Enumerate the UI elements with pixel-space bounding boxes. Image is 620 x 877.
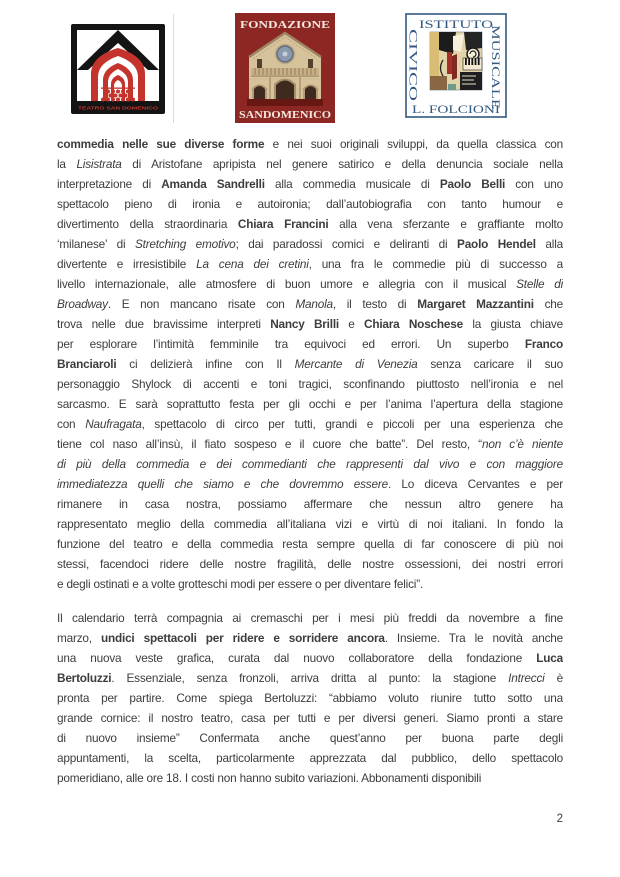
- text-line: immediatezza quelli che siamo e che dovremmo essere. Lo diceva Cervantes e per: [57, 477, 563, 491]
- istituto-logo-right-text: MUSICALE: [489, 25, 503, 87]
- text-line: di più della commedia e dei commedianti che rappresenti dal vivo e con maggiore: [57, 457, 563, 471]
- text-line: spettacolo pieno di ironia e autoironia; dall’autobiografia con tanto humour e: [57, 197, 563, 211]
- text-line: rappresentato meglio della commedia all’italiana vizi e virtù di noi italiani. In fondo la: [57, 517, 563, 531]
- text-line: Bertoluzzi. Essenziale, senza fronzoli, arriva dritta al punto: la stagione Intrecci è: [57, 671, 563, 685]
- fondazione-logo-art: [235, 13, 335, 123]
- text-line: la Lisistrata di Aristofane apripista nel genere satirico e della denuncia sociale nella: [57, 157, 563, 171]
- text-line: sarcasmo. E sarà soprattutto festa per gli occhi e per l’anima l’apertura della stagione: [57, 397, 563, 411]
- text-line: Branciaroli ci delizierà infine con Il Mercante di Venezia senza caricare il suo: [57, 357, 563, 371]
- text-line: marzo, undici spettacoli per ridere e sorridere ancora. Insieme. Tra le novità anche: [57, 631, 563, 645]
- text-line: pomeridiano, alle ore 18. I costi non hanno subito variazioni. Abbonamenti disponibili: [57, 771, 482, 785]
- text-line: con Naufragata, spettacolo di circo per tutti, grandi e piccoli per una esperienza che: [57, 417, 563, 431]
- text-line: divertimento della straordinaria Chiara Francini alla vena sferzante e graffiante molto: [57, 217, 563, 231]
- text-line: pronta per partire. Come spiega Bertoluzzi: “abbiamo voluto riunire tutto sotto una: [57, 691, 563, 705]
- logo-divider-line: [173, 14, 174, 123]
- text-line: ‘milanese’ di Stretching emotivo; dai paradossi comici e deliranti di Paolo Hendel alla: [57, 237, 563, 251]
- teatro-logo-caption: TEATRO SAN DOMENICO: [78, 106, 137, 112]
- text-line: grande cornice: il nostro teatro, casa per tutti e per diversi generi. Siamo pronti a stare: [57, 711, 563, 725]
- istituto-logo-left-text: CIVICO: [406, 29, 421, 71]
- text-line: commedia nelle sue diverse forme e nei suoi originali sviluppi, da quella classica con: [57, 137, 563, 151]
- text-line: e degli ostinati e a volte grotteschi modi per essere o per diventare felici”.: [57, 577, 424, 591]
- text-line: stessi, facendoci ridere delle nostre fragilità, delle nostre ossessioni, dei nostri errori: [57, 557, 563, 571]
- fondazione-sandomenico-logo: [235, 13, 335, 123]
- text-line: appuntamenti, la scelta, particolarmente apprezzata dal pubblico, dello spettacolo: [57, 751, 563, 765]
- fondazione-logo-top-text: FONDAZIONE: [240, 20, 330, 31]
- paragraph: [57, 134, 563, 594]
- text-line: interpretazione di Amanda Sandrelli alla commedia musicale di Paolo Belli con uno: [57, 177, 563, 191]
- text-line: funzione del teatro e della commedia resta sempre quella di far conoscere di più noi: [57, 537, 563, 551]
- istituto-logo-top-text: ISTITUTO: [419, 17, 494, 31]
- text-line: per esplorare l’intimità femminile tra equivoci ed errori. Un superbo Franco: [57, 337, 563, 351]
- teatro-san-domenico-logo: [71, 24, 165, 114]
- text-line: Broadway. E non mancano risate con Manola, il testo di Margaret Mazzantini che: [57, 297, 563, 311]
- text-line: di nuovo insieme” Confermata anche quest’anno per buona parte degli: [57, 731, 563, 745]
- teatro-san-domenico-logo-art: [71, 24, 165, 114]
- istituto-folcioni-logo: [405, 13, 507, 118]
- text-line: livello internazionale, alle atmosfere di buon umore e allegria con il musical Stelle di: [57, 277, 563, 291]
- article-text: [57, 134, 563, 788]
- text-line: divertente e irresistibile La cena dei cretini, una fra le commedie più di successo a: [57, 257, 563, 271]
- text-line: Il calendario terrà compagnia ai cremaschi per i mesi più freddi da novembre a fine: [57, 611, 563, 625]
- text-line: tiene col naso all’insù, il fiato sospeso e il cuore che batte”. Del resto, “non c’è niente: [57, 437, 563, 451]
- fondazione-logo-bottom-text: SANDOMENICO: [239, 110, 332, 121]
- text-line: rimanere in casa nostra, possiamo affermare che nessun altro genere ha: [57, 497, 563, 511]
- page-number: 2: [556, 813, 563, 825]
- text-line: personaggio Shylock di accenti e toni tragici, sconfinando piuttosto nell’ironia e nel: [57, 377, 563, 391]
- istituto-logo-art: [405, 13, 507, 118]
- text-line: una nuova veste grafica, curata dal nuovo collaboratore della fondazione Luca: [57, 651, 563, 665]
- paragraph: [57, 608, 563, 788]
- text-line: trova nelle due bravissime interpreti Nancy Brilli e Chiara Noschese la giusta chiave: [57, 317, 563, 331]
- istituto-logo-bottom-text: L. FOLCIONI: [412, 102, 501, 116]
